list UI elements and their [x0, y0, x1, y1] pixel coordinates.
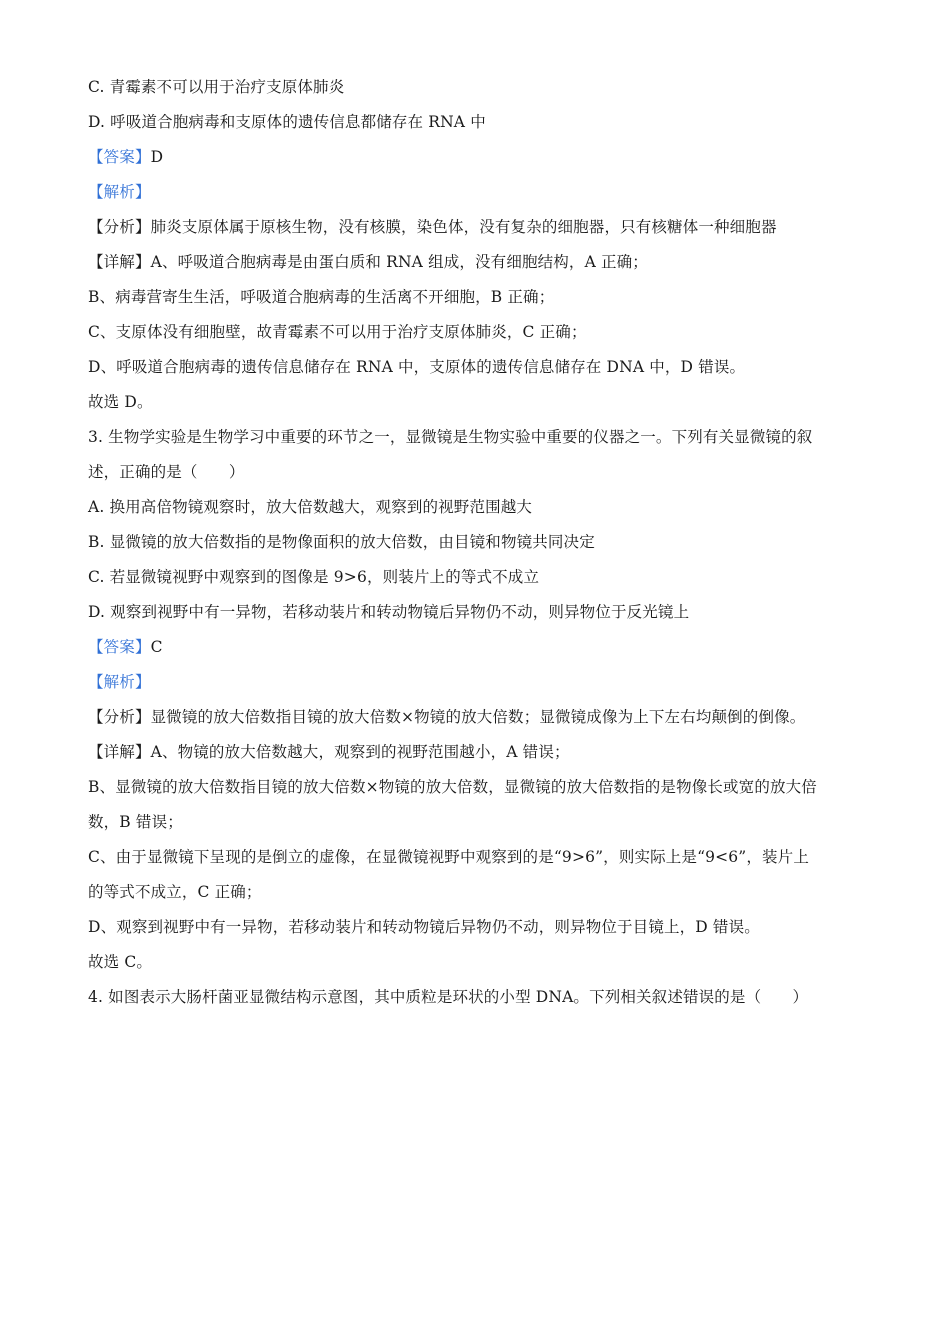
xiangjie-tag: 【详解】: [88, 253, 151, 271]
q3-stem-line2: 述，正确的是（ ）: [88, 463, 245, 481]
fenxi-tag: 【分析】: [88, 218, 151, 236]
q3-jiexi-line: [88, 665, 868, 700]
q3-fenxi-line: [88, 700, 868, 735]
q3-xiangjie-line: [88, 735, 868, 770]
q2-fenxi-line: [88, 210, 868, 245]
q3-explain-b1: B、显微镜的放大倍数指目镜的放大倍数×物镜的放大倍数，显微镜的放大倍数指的是物像长或宽的放大倍: [88, 778, 817, 796]
q4-stem: 4. 如图表示大肠杆菌亚显微结构示意图，其中质粒是环状的小型 DNA。下列相关叙述错误的是（ ）: [88, 988, 809, 1006]
fenxi-tag: 【分析】: [88, 708, 151, 726]
q2-explain-b: B、病毒营寄生生活，呼吸道合胞病毒的生活离不开细胞，B 正确；: [88, 288, 555, 306]
q3-option-b: B. 显微镜的放大倍数指的是物像面积的放大倍数，由目镜和物镜共同决定: [88, 533, 595, 551]
xiangjie-a: A、呼吸道合胞病毒是由蛋白质和 RNA 组成，没有细胞结构，A 正确；: [150, 253, 648, 271]
q3-answer-line: [88, 630, 868, 665]
answer-value: D: [150, 148, 164, 166]
jiexi-tag: 【解析】: [88, 673, 151, 691]
answer-tag: 【答案】: [88, 638, 151, 656]
q3-explain-d: D、观察到视野中有一异物，若移动装片和转动物镜后异物仍不动，则异物位于目镜上，D 错误。: [88, 918, 760, 936]
q2-xiangjie-line: [88, 245, 868, 280]
q2-option-c: C. 青霉素不可以用于治疗支原体肺炎: [88, 78, 345, 96]
q3-explain-b2: 数，B 错误；: [88, 813, 183, 831]
q3-option-c: C. 若显微镜视野中观察到的图像是 9>6，则装片上的等式不成立: [88, 568, 540, 586]
q2-answer-line: [88, 140, 868, 175]
q3-explain-c1: C、由于显微镜下呈现的是倒立的虚像，在显微镜视野中观察到的是“9>6”，则实际上是“9<6”，装片上: [88, 848, 809, 866]
q2-conclusion: 故选 D。: [88, 393, 153, 411]
q3-option-d: D. 观察到视野中有一异物，若移动装片和转动物镜后异物仍不动，则异物位于反光镜上: [88, 603, 690, 621]
q2-option-d: D. 呼吸道合胞病毒和支原体的遗传信息都储存在 RNA 中: [88, 113, 486, 131]
q2-explain-c: C、支原体没有细胞壁，故青霉素不可以用于治疗支原体肺炎，C 正确；: [88, 323, 587, 341]
answer-value: C: [150, 638, 163, 656]
document-page: [88, 70, 868, 1015]
q3-explain-c2: 的等式不成立，C 正确；: [88, 883, 262, 901]
q2-jiexi-line: [88, 175, 868, 210]
fenxi-text: 肺炎支原体属于原核生物，没有核膜，染色体，没有复杂的细胞器，只有核糖体一种细胞器: [150, 218, 777, 236]
q2-explain-d: D、呼吸道合胞病毒的遗传信息储存在 RNA 中，支原体的遗传信息储存在 DNA 中，D 错误。: [88, 358, 746, 376]
fenxi-text: 显微镜的放大倍数指目镜的放大倍数×物镜的放大倍数；显微镜成像为上下左右均颠倒的倒像。: [150, 708, 806, 726]
answer-tag: 【答案】: [88, 148, 151, 166]
q3-stem-line1: 3. 生物学实验是生物学习中重要的环节之一，显微镜是生物实验中重要的仪器之一。下列有关显微镜的叙: [88, 428, 813, 446]
q3-option-a: A. 换用高倍物镜观察时，放大倍数越大，观察到的视野范围越大: [88, 498, 533, 516]
xiangjie-a: A、物镜的放大倍数越大，观察到的视野范围越小，A 错误；: [150, 743, 570, 761]
q3-conclusion: 故选 C。: [88, 953, 153, 971]
xiangjie-tag: 【详解】: [88, 743, 151, 761]
jiexi-tag: 【解析】: [88, 183, 151, 201]
